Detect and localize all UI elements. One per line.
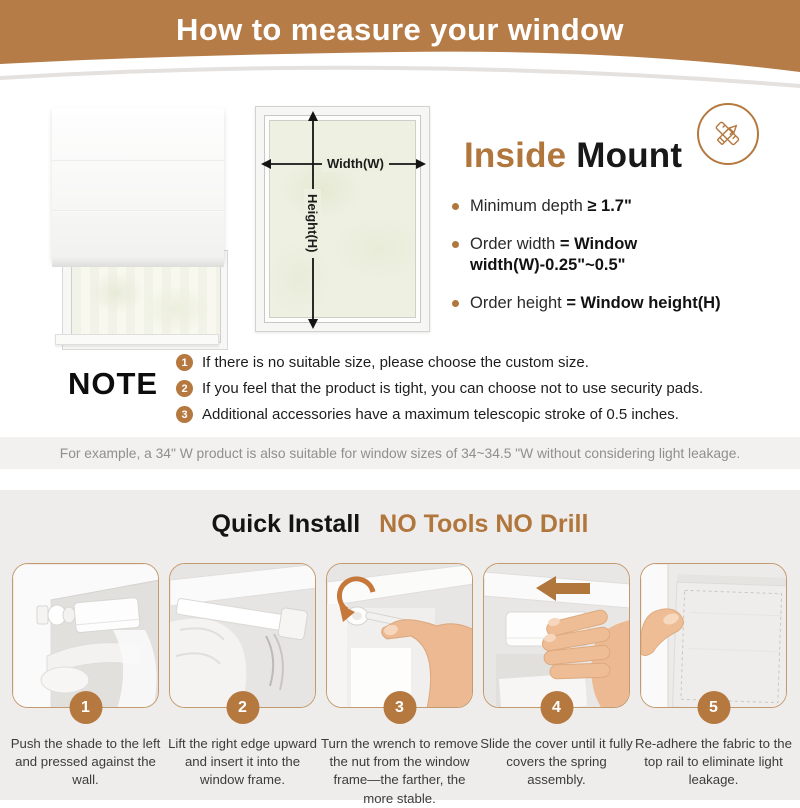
roman-shade-illustration [38, 100, 234, 346]
shade-fabric [52, 108, 224, 260]
note-list [176, 354, 776, 432]
step-caption: Slide the cover until it fully covers the spring assembly. [480, 736, 633, 788]
note-item [176, 406, 776, 423]
bullet-order-width [452, 234, 770, 276]
step-photo [640, 563, 787, 708]
bullet-bold-text: = Window height(H) [566, 294, 721, 313]
step-number-badge: 2 [226, 691, 259, 724]
note-item [176, 380, 776, 397]
bullet-order-height [452, 293, 770, 314]
note-text: If you feel that the product is tight, you can choose not to use security pads. [202, 380, 704, 397]
example-note-bar [0, 437, 800, 469]
fabric-fold-line [52, 160, 224, 162]
page-title: How to measure your window [176, 12, 624, 47]
inside-mount-bullets [452, 196, 770, 331]
step-number-badge: 3 [383, 691, 416, 724]
step1-illustration [13, 564, 159, 708]
note-text: Additional accessories have a maximum telescopic stroke of 0.5 inches. [202, 406, 679, 423]
shade-window-pane [71, 259, 221, 343]
bullet-min-depth [452, 196, 770, 217]
measure-arrows [256, 107, 431, 333]
step-number-badge: 4 [540, 691, 573, 724]
step5-illustration [641, 564, 787, 708]
bullet-bold-text: = Window width(W)-0.25"~0.5" [470, 235, 638, 275]
step-caption: Push the shade to the left and pressed against the wall. [10, 736, 161, 788]
step-number-badge: 1 [69, 691, 102, 724]
step4-illustration [484, 564, 630, 708]
height-label: Height(H) [304, 189, 321, 258]
install-step-3 [320, 563, 479, 806]
step-caption: Lift the right edge upward and insert it into the window frame. [168, 736, 317, 788]
quick-install-title-black: Quick Install [211, 510, 361, 538]
step-photo [169, 563, 316, 708]
step-caption: Re-adhere the fabric to the top rail to eliminate light leakage. [635, 736, 792, 788]
install-step-5 [635, 563, 792, 788]
step-number-badge: 5 [697, 691, 730, 724]
step-photo [326, 563, 473, 708]
note-number-badge: 3 [176, 406, 193, 423]
step-photo [12, 563, 159, 708]
inside-mount-title-rest: Mount [566, 136, 683, 175]
install-step-4 [480, 563, 633, 788]
bullet-bold-text: ≥ 1.7" [587, 197, 632, 215]
note-text: If there is no suitable size, please choose the custom size. [202, 354, 589, 371]
step-photo [483, 563, 630, 708]
width-label: Width(W) [322, 155, 389, 172]
bullet-dot-icon [452, 241, 459, 248]
bullet-text: Order height [470, 294, 567, 313]
bullet-dot-icon [452, 203, 459, 210]
fabric-fold-line [52, 210, 224, 212]
install-step-1 [10, 563, 161, 788]
inside-mount-title [464, 136, 682, 176]
step2-illustration [170, 564, 316, 708]
note-number-badge: 2 [176, 380, 193, 397]
note-number-badge: 1 [176, 354, 193, 371]
note-item [176, 354, 776, 371]
pencil-ruler-icon [697, 103, 759, 165]
bullet-dot-icon [452, 300, 459, 307]
quick-install-title-accent: NO Tools NO Drill [379, 510, 589, 538]
step-caption: Turn the wrench to remove the nut from the window frame—the farther, the more stable. [320, 736, 479, 806]
window-measure-diagram [255, 106, 430, 332]
quick-install-section [0, 490, 800, 806]
bullet-text: Order width [470, 235, 560, 254]
step3-illustration [327, 564, 473, 708]
window-sill [55, 334, 219, 345]
shade-bottom-rail [52, 258, 224, 267]
note-heading: NOTE [68, 366, 159, 401]
install-step-2 [168, 563, 317, 788]
quick-install-title [0, 510, 800, 539]
example-note-text: For example, a 34" W product is also suitable for window sizes of 34~34.5 "W without considering light leakage. [59, 445, 741, 461]
bullet-text: Minimum depth [470, 197, 588, 215]
inside-mount-title-accent: Inside [464, 136, 567, 175]
